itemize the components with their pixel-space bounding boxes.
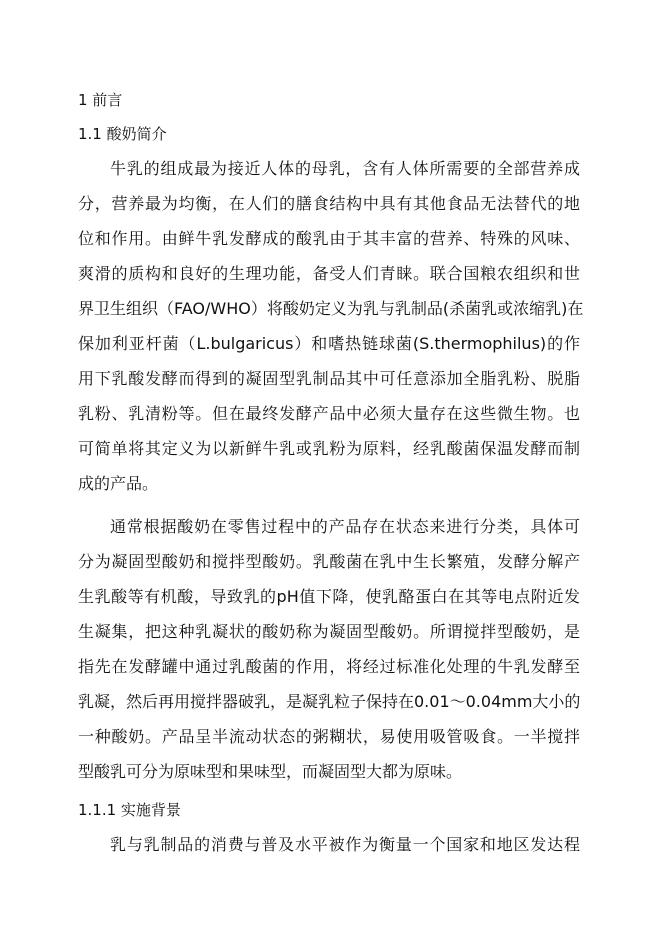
- text-line: 用下乳酸发酵而得到的凝固型乳制品其中可任意添加全脂乳粉、脱脂: [78, 369, 580, 388]
- heading-yogurt-intro: 1.1 酸奶简介: [78, 125, 167, 143]
- text-line: 乳与乳制品的消费与普及水平被作为衡量一个国家和地区发达程: [110, 835, 580, 854]
- text-line: 可简单将其定义为以新鲜牛乳或乳粉为原料，经乳酸菌保温发酵而制: [78, 439, 580, 458]
- text-line: 型酸乳可分为原味型和果味型，而凝固型大都为原味。: [78, 762, 463, 781]
- text-line: 分，营养最为均衡，在人们的膳食结构中具有其他食品无法替代的地: [78, 194, 580, 213]
- text-line: 指先在发酵罐中通过乳酸菌的作用，将经过标准化处理的牛乳发酵至: [78, 657, 580, 676]
- heading-preface: 1 前言: [78, 91, 123, 109]
- text-line: 乳凝，然后再用搅拌器破乳，是凝乳粒子保持在0.01～0.04mm大小的: [78, 692, 581, 711]
- heading-background: 1.1.1 实施背景: [78, 801, 181, 819]
- text-line: 位和作用。由鲜牛乳发酵成的酸乳由于其丰富的营养、特殊的风味、: [78, 229, 580, 248]
- text-line: 生凝集，把这种乳凝状的酸奶称为凝固型酸奶。所谓搅拌型酸奶，是: [78, 622, 580, 641]
- text-line: 分为凝固型酸奶和搅拌型酸奶。乳酸菌在乳中生长繁殖，发酵分解产: [78, 552, 580, 571]
- text-line: 保加利亚杆菌（L.bulgaricus）和嗜热链球菌(S.thermophilus)的作: [78, 334, 580, 353]
- text-line: 界卫生组织（FAO/WHO）将酸奶定义为乳与乳制品(杀菌乳或浓缩乳)在: [78, 299, 584, 318]
- text-line: 生乳酸等有机酸，导致乳的pH值下降，使乳酪蛋白在其等电点附近发: [78, 587, 580, 606]
- text-line: 牛乳的组成最为接近人体的母乳，含有人体所需要的全部营养成: [110, 159, 580, 178]
- text-line: 爽滑的质构和良好的生理功能，备受人们青睐。联合国粮农组织和世: [78, 264, 580, 283]
- text-line: 一种酸奶。产品呈半流动状态的粥糊状，易使用吸管吸食。一半搅拌: [78, 727, 580, 746]
- text-line: 乳粉、乳清粉等。但在最终发酵产品中必须大量存在这些微生物。也: [78, 404, 580, 423]
- text-line: 成的产品。: [78, 474, 159, 493]
- text-line: 通常根据酸奶在零售过程中的产品存在状态来进行分类，具体可: [110, 517, 580, 536]
